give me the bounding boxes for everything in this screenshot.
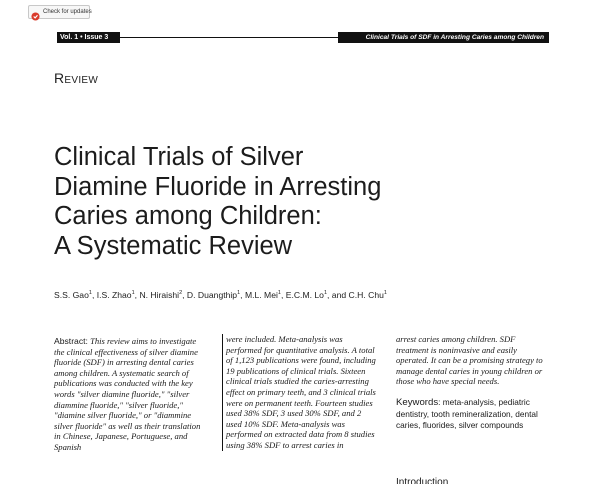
keywords-heading: Keywords — [396, 396, 439, 408]
article-title — [54, 143, 474, 261]
author-separator: , — [280, 290, 286, 300]
abstract-text: were included. Meta-analysis was performed for quantitative analysis. A total of 1,123 publications were found, including 19 publications of clinical trials. Sixteen clinical trials studied the caries-arresting effect on primary teeth, and 3 clinical trials were on permanent teeth. Fourteen studies used 38% SDF, 3 used 30% SDF, and 2 used 10% SDF. Meta-analysis was performed on extracted data from 8 studies using 38% SDF to arrest caries in — [226, 334, 376, 450]
abstract-text: arrest caries among children. SDF treatment is noninvasive and easily operated. It can be a promising strategy to manage dental caries in young children or those who have special needs. — [396, 334, 543, 387]
running-title: Clinical Trials of SDF in Arresting Caries among Children — [338, 32, 549, 43]
keywords-text: : meta-analysis, pediatric dentistry, tooth remineralization, dental caries, fluorides, silver compounds — [396, 396, 538, 430]
author-name: N. Hiraishi — [139, 290, 180, 300]
author-separator: , and — [327, 290, 349, 300]
author-name: D. Duangthip — [186, 290, 238, 300]
affiliation-mark: 1 — [323, 290, 328, 297]
author-name: M.L. Mei — [244, 290, 278, 300]
affiliation-mark: 1 — [88, 290, 92, 297]
author-name: S.S. Gao — [54, 290, 89, 300]
author-name: E.C.M. Lo — [285, 290, 324, 300]
abstract-column-1 — [54, 336, 204, 453]
affiliation-mark: 1 — [131, 290, 135, 297]
keywords-block — [396, 397, 548, 430]
author-name: I.S. Zhao — [96, 290, 132, 300]
affiliation-mark: 1 — [237, 290, 241, 297]
check-for-updates-badge[interactable] — [28, 5, 90, 19]
affiliation-mark: 2 — [179, 290, 183, 297]
author-separator: , — [91, 290, 97, 300]
abstract-column-3 — [396, 334, 548, 430]
title-line: Clinical Trials of Silver — [54, 143, 304, 171]
abstract-text: This review aims to investigate the clinical effectiveness of silver diamine fluoride (SDF) in arresting dental caries among children. A systematic search of publications was conducted with the key words "silver diamine fluoride," "silver diammine fluoride," "silver fluoride," "diamine silver fluoride," or "diammine silver fluoride" as well as their translation in Chinese, Japanese, Portuguese, and Spanish — [54, 336, 201, 452]
affiliation-mark: 1 — [277, 290, 281, 297]
check-for-updates-label: Check for updates — [43, 9, 92, 15]
author-separator: , — [240, 290, 245, 300]
introduction-heading: Introduction — [396, 477, 449, 484]
title-line: Caries among Children: — [54, 202, 322, 230]
abstract-column-2 — [222, 334, 379, 451]
title-line: Diamine Fluoride in Arresting — [54, 172, 382, 201]
author-name: C.H. Chu — [348, 290, 384, 300]
issue-label: Vol. 1 • Issue 3 — [57, 32, 120, 43]
author-list — [54, 290, 387, 300]
crossmark-icon — [31, 8, 40, 17]
abstract-heading: Abstract: — [54, 336, 88, 346]
author-separator: , — [134, 290, 140, 300]
author-separator: , — [182, 290, 187, 300]
affiliation-mark: 1 — [383, 290, 387, 297]
section-label: Review — [54, 70, 99, 86]
title-line: A Systematic Review — [54, 231, 293, 260]
running-header — [57, 32, 549, 43]
